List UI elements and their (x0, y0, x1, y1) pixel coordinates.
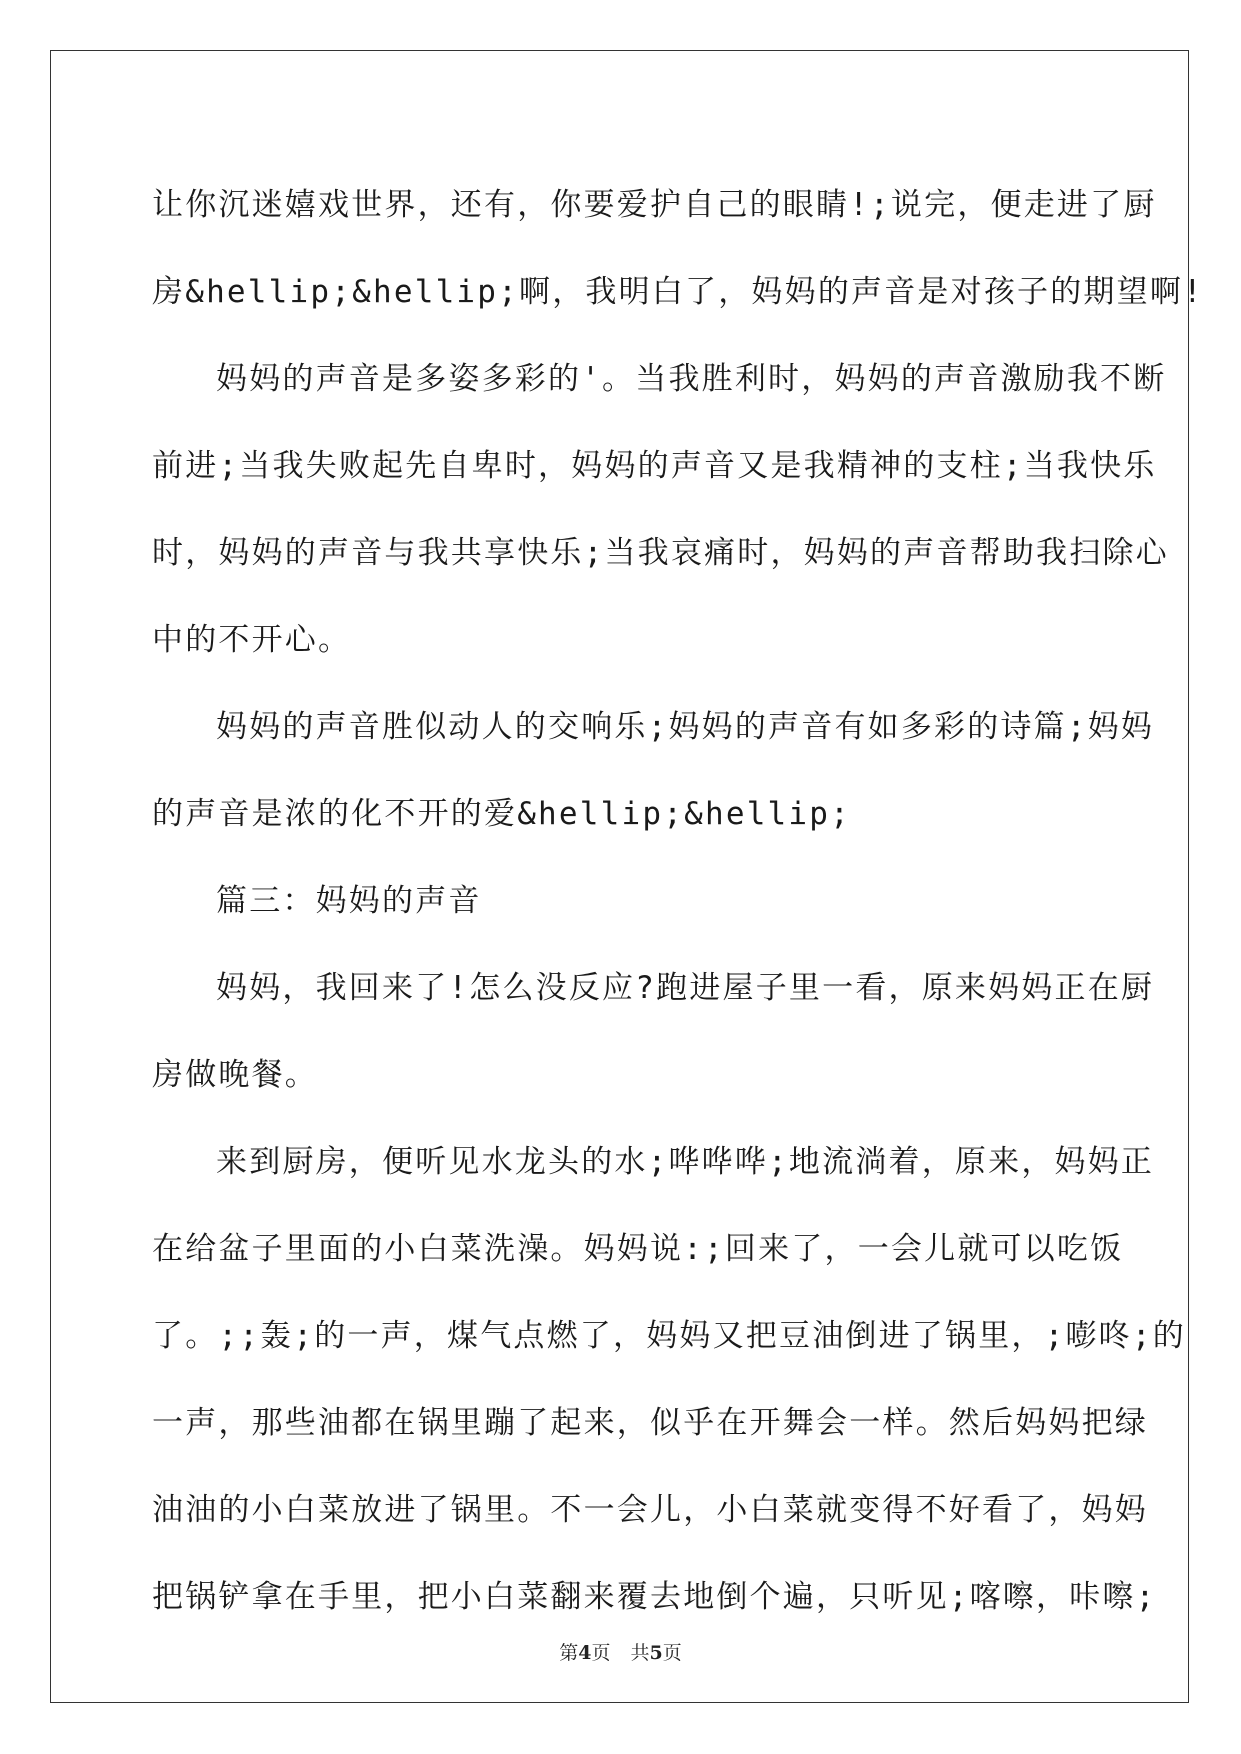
text-line: 房&hellip;&hellip;啊，我明白了，妈妈的声音是对孩子的期望啊! (152, 274, 1204, 310)
total-prefix: 共 (630, 1642, 650, 1664)
document-body (152, 162, 1204, 1641)
section-heading: 篇三：妈妈的声音 (216, 883, 482, 919)
current-page-number: 4 (578, 1642, 592, 1664)
text-line: 把锅铲拿在手里，把小白菜翻来覆去地倒个遍，只听见;喀嚓，咔嚓; (152, 1579, 1157, 1615)
text-line: 的声音是浓的化不开的爱&hellip;&hellip; (152, 796, 852, 832)
total-page-count: 5 (649, 1642, 663, 1664)
text-line: 了。;;轰;的一声，煤气点燃了，妈妈又把豆油倒进了锅里，;嘭咚;的 (152, 1318, 1186, 1354)
text-line: 时，妈妈的声音与我共享快乐;当我哀痛时，妈妈的声音帮助我扫除心 (152, 535, 1169, 571)
text-line: 房做晚餐。 (152, 1057, 318, 1093)
text-line: 妈妈的声音是多姿多彩的'。当我胜利时，妈妈的声音激励我不断 (216, 361, 1167, 397)
page-suffix: 页 (591, 1642, 611, 1664)
text-line: 油油的小白菜放进了锅里。不一会儿，小白菜就变得不好看了，妈妈 (152, 1492, 1148, 1528)
text-line: 妈妈，我回来了!怎么没反应?跑进屋子里一看，原来妈妈正在厨 (216, 970, 1155, 1006)
text-line: 一声，那些油都在锅里蹦了起来，似乎在开舞会一样。然后妈妈把绿 (152, 1405, 1148, 1441)
text-line: 前进;当我失败起先自卑时，妈妈的声音又是我精神的支柱;当我快乐 (152, 448, 1157, 484)
text-line: 让你沉迷嬉戏世界，还有，你要爱护自己的眼睛!;说完，便走进了厨 (152, 187, 1157, 223)
text-line: 在给盆子里面的小白菜洗澡。妈妈说:;回来了，一会儿就可以吃饭 (152, 1231, 1124, 1267)
text-line: 中的不开心。 (152, 622, 352, 658)
total-suffix: 页 (662, 1642, 682, 1664)
text-line: 妈妈的声音胜似动人的交响乐;妈妈的声音有如多彩的诗篇;妈妈 (216, 709, 1155, 745)
page-footer (0, 1638, 1241, 1665)
text-line: 来到厨房，便听见水龙头的水;哗哗哗;地流淌着，原来，妈妈正 (216, 1144, 1155, 1180)
page-prefix: 第 (559, 1642, 579, 1664)
